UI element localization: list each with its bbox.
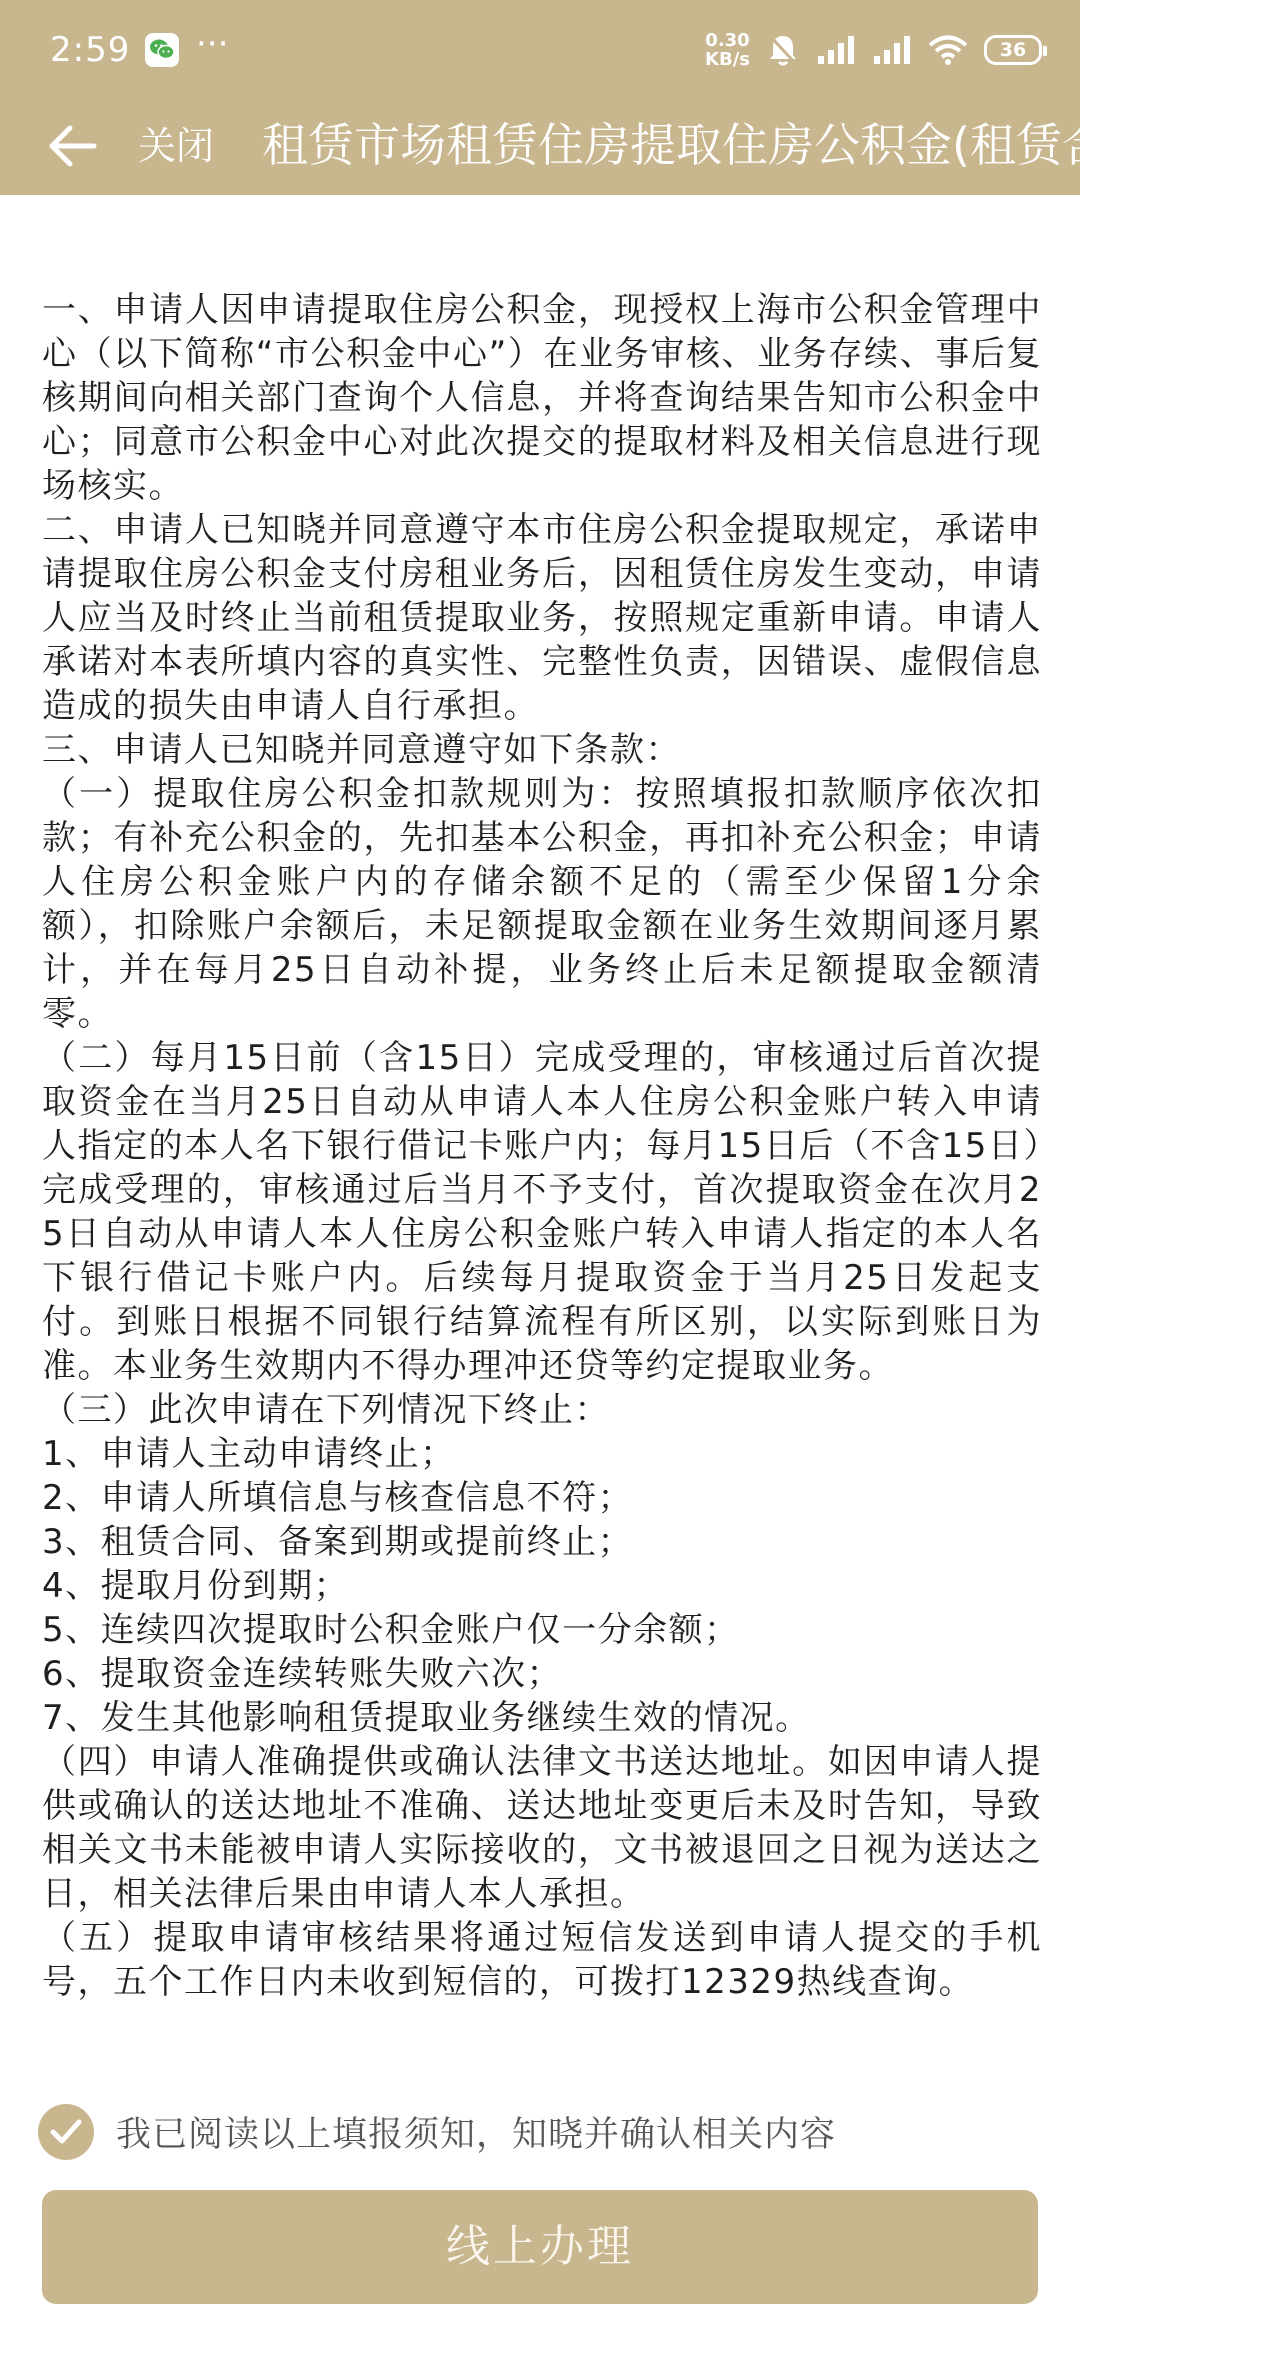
status-time: 2:59 <box>50 30 131 70</box>
notice-list-item: 2、申请人所填信息与核查信息不符； <box>42 1478 634 1518</box>
agreement-text[interactable]: 我已阅读以上填报须知，知晓并确认相关内容 <box>116 2115 837 2155</box>
app-header <box>0 0 1264 195</box>
notice-paragraph: （四）申请人准确提供或确认法律文书送达地址。如因申请人提供或确认的送达地址不准确、送达地址变更后未及时告知，导致相关文书未能被申请人实际接收的，文书被退回之日视为送达之日，相关法律后果由申请人本人承担。 <box>42 1742 1042 1914</box>
notice-paragraph: 二、申请人已知晓并同意遵守本市住房公积金提取规定，承诺申请提取住房公积金支付房租业务后，因租赁住房发生变动，申请人应当及时终止当前租赁提取业务，按照规定重新申请。申请人承诺对本表所填内容的真实性、完整性负责，因错误、虚假信息造成的损失由申请人自行承担。 <box>42 510 1042 726</box>
notice-paragraph: （三）此次申请在下列情况下终止： <box>42 1390 610 1430</box>
notice-list-item: 4、提取月份到期； <box>42 1566 350 1606</box>
battery-indicator: 36 <box>984 35 1042 65</box>
signal-icon-sim2 <box>872 34 912 66</box>
notice-list-item: 6、提取资金连续转账失败六次； <box>42 1654 563 1694</box>
notice-list-item: 5、连续四次提取时公积金账户仅一分余额； <box>42 1610 740 1650</box>
agreement-row[interactable] <box>38 2102 836 2162</box>
notice-list-item: 1、申请人主动申请终止； <box>42 1434 456 1474</box>
wifi-icon <box>928 34 968 66</box>
notice-list-item: 3、租赁合同、备案到期或提前终止； <box>42 1522 634 1562</box>
status-indicators <box>705 28 1042 72</box>
notice-paragraph: 三、申请人已知晓并同意遵守如下条款： <box>42 730 681 770</box>
notice-paragraph: （二）每月15日前（含15日）完成受理的，审核通过后首次提取资金在当月25日自动从申请人本人住房公积金账户转入申请人指定的本人名下银行借记卡账户内；每月15日后（不含15日）完成受理的，审核通过后当月不予支付，首次提取资金在次月25日自动从申请人本人住房公积金账户转入申请人指定的本人名下银行借记卡账户内。后续每月提取资金于当月25日发起支付。到账日根据不同银行结算流程有所区别，以实际到账日为准。本业务生效期内不得办理冲还贷等约定提取业务。 <box>42 1038 1042 1386</box>
wechat-notification-icon <box>145 33 179 67</box>
close-button[interactable]: 关闭 <box>138 124 215 168</box>
notice-paragraph: （五）提取申请审核结果将通过短信发送到申请人提交的手机号，五个工作日内未收到短信的，可拨打12329热线查询。 <box>42 1918 1042 2002</box>
notice-list-item: 7、发生其他影响租赁提取业务继续生效的情况。 <box>42 1698 811 1738</box>
network-speed: 0.30 KB/s <box>705 30 750 70</box>
mute-bell-icon <box>766 32 800 68</box>
nav-bar <box>0 100 1264 195</box>
signal-icon-sim1 <box>816 34 856 66</box>
back-arrow-icon[interactable] <box>44 118 100 174</box>
notice-content[interactable] <box>42 288 1042 2043</box>
more-notifications-icon: ··· <box>196 24 229 64</box>
notice-paragraph: （一）提取住房公积金扣款规则为：按照填报扣款顺序依次扣款；有补充公积金的，先扣基本公积金，再扣补充公积金；申请人住房公积金账户内的存储余额不足的（需至少保留1分余额），扣除账户余额后，未足额提取金额在业务生效期间逐月累计，并在每月25日自动补提，业务终止后未足额提取金额清零。 <box>42 774 1042 1034</box>
page-title: 租赁市场租赁住房提取住房公积金(租赁合同备案) <box>262 118 1264 172</box>
submit-online-button[interactable]: 线上办理 <box>42 2190 1038 2304</box>
checkbox-checked-icon[interactable] <box>38 2104 94 2160</box>
status-bar <box>0 0 1080 100</box>
notice-paragraph: 一、申请人因申请提取住房公积金，现授权上海市公积金管理中心（以下简称“市公积金中心”）在业务审核、业务存续、事后复核期间向相关部门查询个人信息，并将查询结果告知市公积金中心；同意市公积金中心对此次提交的提取材料及相关信息进行现场核实。 <box>42 290 1042 506</box>
